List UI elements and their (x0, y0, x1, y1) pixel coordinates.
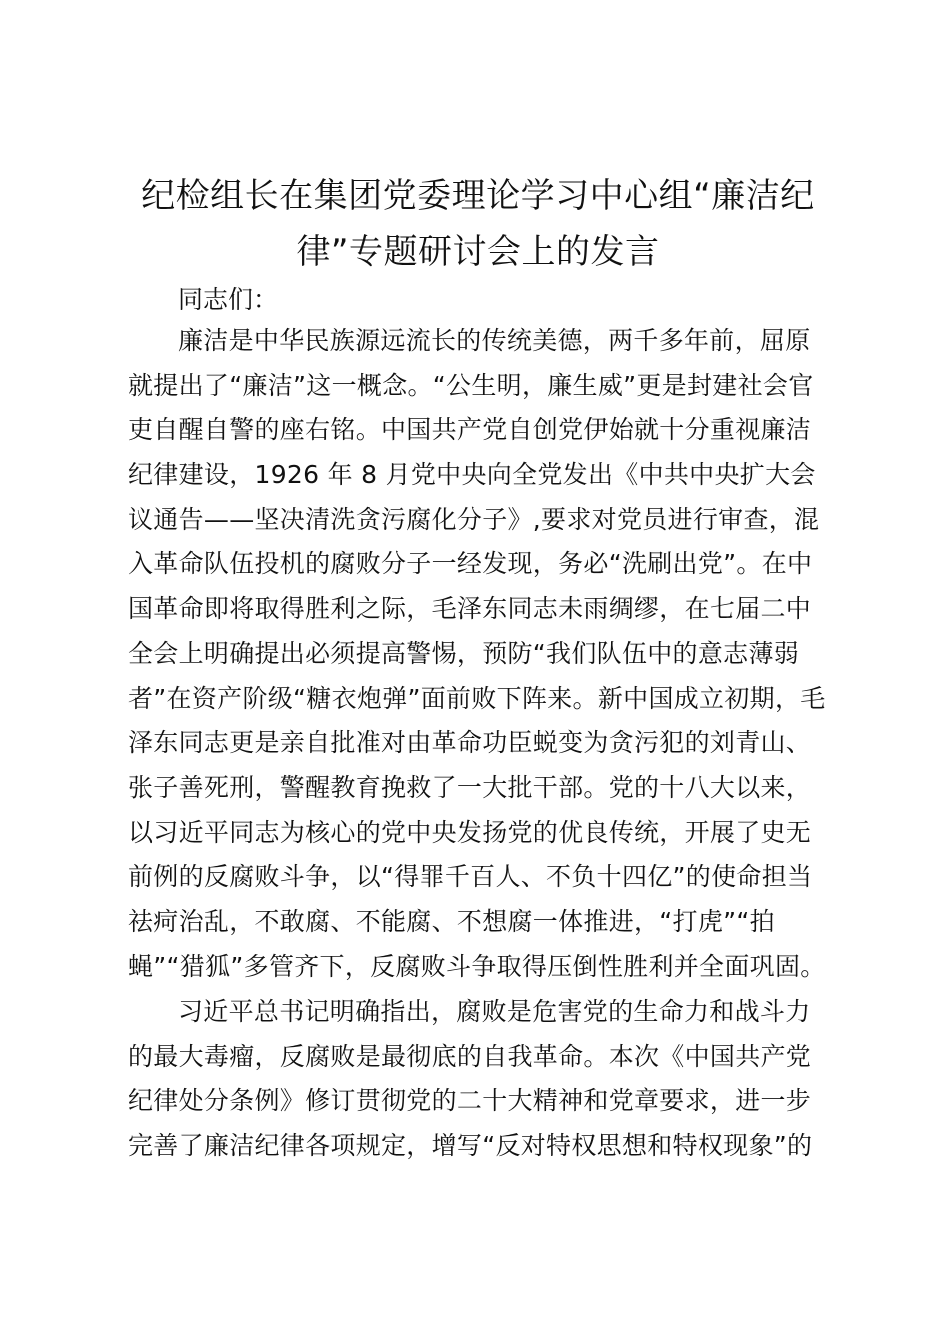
paragraph-line: 泽东同志更是亲自批准对由革命功臣蜕变为贪污犯的刘青山、 (128, 728, 812, 758)
paragraph-line: 蝇”“猎狐”多管齐下，反腐败斗争取得压倒性胜利并全面巩固。 (128, 951, 826, 981)
document-title (128, 168, 828, 280)
paragraph-line: 以习近平同志为核心的党中央发扬党的优良传统，开展了史无 (128, 817, 812, 847)
paragraph-2 (128, 990, 828, 1169)
title-line: 律”专题研讨会上的发言 (296, 232, 660, 272)
paragraph-line: 入革命队伍投机的腐败分子一经发现，务必“洗刷出党”。在中 (128, 549, 813, 579)
paragraph-line: 就提出了“廉洁”这一概念。“公生明，廉生威”更是封建社会官 (128, 370, 814, 400)
paragraph-line: 全会上明确提出必须提高警惕，预防“我们队伍中的意志薄弱 (128, 638, 800, 668)
paragraph-line: 完善了廉洁纪律各项规定，增写“反对特权思想和特权现象”的 (128, 1131, 813, 1161)
paragraph-line: 纪律建设，1926 年 8 月党中央向全党发出《中共中央扩大会 (128, 460, 816, 490)
paragraph-line: 张子善死刑，警醒教育挽救了一大批干部。党的十八大以来， (128, 772, 812, 802)
paragraph-line: 前例的反腐败斗争，以“得罪千百人、不负十四亿”的使命担当 (128, 862, 813, 892)
paragraph-line: 祛疴治乱，不敢腐、不能腐、不想腐一体推进，“打虎”“拍 (128, 906, 775, 936)
paragraph-line: 者”在资产阶级“糖衣炮弹”面前败下阵来。新中国成立初期，毛 (128, 683, 826, 713)
paragraph-1 (128, 319, 828, 989)
paragraph-line: 纪律处分条例》修订贯彻党的二十大精神和党章要求，进一步 (128, 1086, 812, 1116)
paragraph-line: 议通告——坚决清洗贪污腐化分子》,要求对党员进行审查，混 (128, 504, 820, 534)
greeting: 同志们： (178, 285, 279, 314)
paragraph-line: 国革命即将取得胜利之际，毛泽东同志未雨绸缪，在七届二中 (128, 594, 812, 624)
paragraph-line: 吏自醒自警的座右铭。中国共产党自创党伊始就十分重视廉洁 (128, 415, 812, 445)
paragraph-line: 廉洁是中华民族源远流长的传统美德，两千多年前，屈原 (178, 326, 811, 355)
paragraph-line: 习近平总书记明确指出，腐败是危害党的生命力和战斗力 (178, 997, 811, 1026)
paragraph-line: 的最大毒瘤，反腐败是最彻底的自我革命。本次《中国共产党 (128, 1041, 812, 1071)
title-line: 纪检组长在集团党委理论学习中心组“廉洁纪 (141, 176, 815, 216)
